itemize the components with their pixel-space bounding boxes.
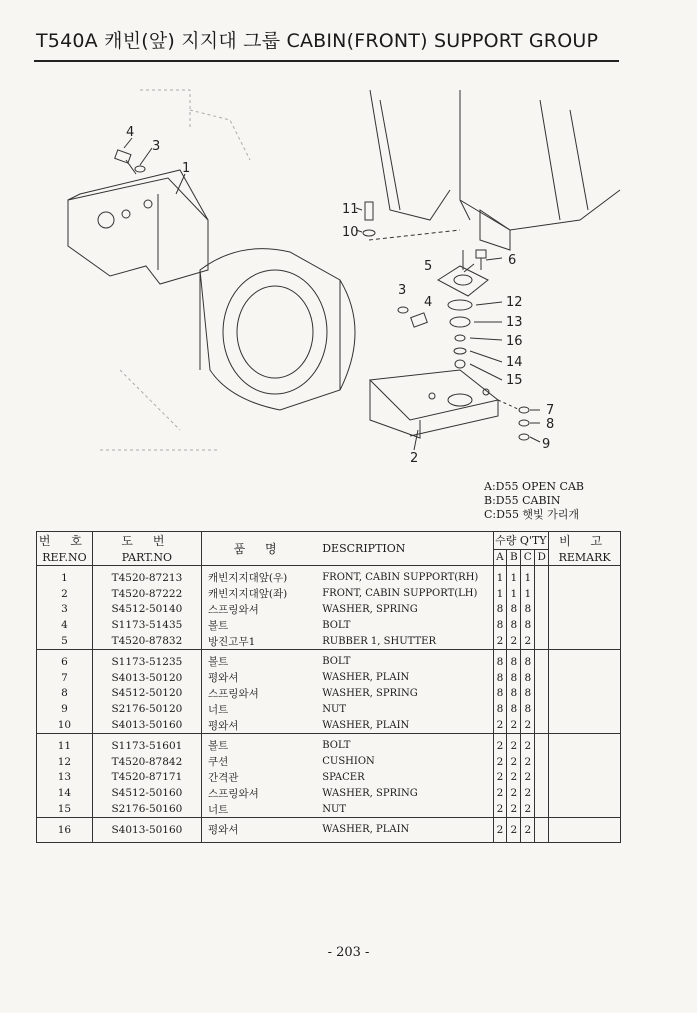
qty-c: 2 xyxy=(521,754,535,770)
part-no: S4013-50120 xyxy=(92,670,201,686)
header-refno-en: REF.NO xyxy=(37,549,93,566)
qty-b: 2 xyxy=(507,801,521,817)
part-no: T4520-87842 xyxy=(92,754,201,770)
desc-ko: 캐빈지지대앞(좌) xyxy=(208,588,288,601)
model-legend xyxy=(484,480,584,522)
table-row xyxy=(37,754,621,770)
desc-ko: 너트 xyxy=(208,703,229,716)
desc-ko: 방진고무1 xyxy=(208,635,256,648)
qty-a: 2 xyxy=(493,754,507,770)
desc-en: WASHER, PLAIN xyxy=(316,822,493,838)
ref-no: 8 xyxy=(37,686,93,702)
qty-c: 2 xyxy=(521,801,535,817)
right-support-bracket xyxy=(370,370,498,420)
remark xyxy=(549,617,621,633)
table-row xyxy=(37,822,621,838)
header-qty-a: A xyxy=(493,549,507,566)
qty-d xyxy=(535,717,549,733)
desc-en: WASHER, SPRING xyxy=(316,602,493,618)
qty-a: 1 xyxy=(493,570,507,586)
ref-no: 15 xyxy=(37,801,93,817)
table-row xyxy=(37,654,621,670)
part-no: S4013-50160 xyxy=(92,822,201,838)
remark xyxy=(549,654,621,670)
desc-ko: 평와셔 xyxy=(208,719,239,732)
callout-3-right: 3 xyxy=(398,283,407,298)
callout-2: 2 xyxy=(410,451,419,466)
desc-en: RUBBER 1, SHUTTER xyxy=(316,633,493,649)
title-underline xyxy=(34,60,619,62)
qty-d xyxy=(535,754,549,770)
qty-c: 2 xyxy=(521,633,535,649)
remark xyxy=(549,801,621,817)
desc-ko: 너트 xyxy=(208,803,229,816)
part-no: S1173-51601 xyxy=(92,738,201,754)
desc-ko: 쿠션 xyxy=(208,756,229,769)
qty-a: 2 xyxy=(493,801,507,817)
qty-b: 8 xyxy=(507,701,521,717)
callout-1: 1 xyxy=(182,161,191,176)
header-remark-en: REMARK xyxy=(549,549,621,566)
qty-d xyxy=(535,686,549,702)
qty-a: 8 xyxy=(493,602,507,618)
desc-en: WASHER, SPRING xyxy=(316,785,493,801)
desc-ko: 볼트 xyxy=(208,619,229,632)
qty-b: 2 xyxy=(507,822,521,838)
ref-no: 11 xyxy=(37,738,93,754)
qty-a: 2 xyxy=(493,717,507,733)
qty-a: 8 xyxy=(493,617,507,633)
qty-b: 8 xyxy=(507,686,521,702)
table-row xyxy=(37,586,621,602)
qty-b: 2 xyxy=(507,738,521,754)
table-row xyxy=(37,701,621,717)
part-no: T4520-87171 xyxy=(92,770,201,786)
desc-en: BOLT xyxy=(316,738,493,754)
remark xyxy=(549,701,621,717)
header-partno-en: PART.NO xyxy=(92,549,201,566)
ref-no: 3 xyxy=(37,602,93,618)
qty-a: 2 xyxy=(493,738,507,754)
qty-d xyxy=(535,586,549,602)
desc-en: BOLT xyxy=(316,617,493,633)
part-no: S4512-50160 xyxy=(92,785,201,801)
desc-en: BOLT xyxy=(316,654,493,670)
part-no: T4520-87213 xyxy=(92,570,201,586)
qty-a: 2 xyxy=(493,785,507,801)
qty-d xyxy=(535,570,549,586)
qty-b: 1 xyxy=(507,570,521,586)
callout-5: 5 xyxy=(424,259,433,274)
callout-8: 8 xyxy=(546,417,555,432)
qty-b: 2 xyxy=(507,754,521,770)
qty-c: 2 xyxy=(521,822,535,838)
qty-b: 8 xyxy=(507,617,521,633)
table-row xyxy=(37,633,621,649)
qty-d xyxy=(535,602,549,618)
remark xyxy=(549,717,621,733)
table-row xyxy=(37,801,621,817)
qty-a: 2 xyxy=(493,770,507,786)
desc-ko: 스프링와셔 xyxy=(208,787,259,800)
qty-d xyxy=(535,822,549,838)
table-row xyxy=(37,602,621,618)
table-row xyxy=(37,770,621,786)
desc-en: FRONT, CABIN SUPPORT(RH) xyxy=(316,570,493,586)
callout-6: 6 xyxy=(508,253,517,268)
legend-b: B:D55 CABIN xyxy=(484,494,561,507)
part-no: S1173-51435 xyxy=(92,617,201,633)
parts-table xyxy=(36,531,621,843)
qty-c: 8 xyxy=(521,654,535,670)
qty-a: 8 xyxy=(493,686,507,702)
ref-no: 12 xyxy=(37,754,93,770)
header-desc-en: DESCRIPTION xyxy=(316,532,493,566)
ref-no: 7 xyxy=(37,670,93,686)
table-header-row-1 xyxy=(37,532,621,550)
qty-d xyxy=(535,801,549,817)
header-qty-d: D xyxy=(535,549,549,566)
ref-no: 2 xyxy=(37,586,93,602)
qty-c: 1 xyxy=(521,586,535,602)
callout-11: 11 xyxy=(342,202,359,217)
qty-c: 8 xyxy=(521,602,535,618)
remark xyxy=(549,754,621,770)
callout-15: 15 xyxy=(506,373,523,388)
header-qty-c: C xyxy=(521,549,535,566)
ref-no: 1 xyxy=(37,570,93,586)
page-title: T540A 캐빈(앞) 지지대 그룹 CABIN(FRONT) SUPPORT GROUP xyxy=(36,30,599,52)
callout-14: 14 xyxy=(506,355,523,370)
qty-b: 8 xyxy=(507,602,521,618)
qty-d xyxy=(535,770,549,786)
qty-d xyxy=(535,785,549,801)
header-partno-ko: 도 번 xyxy=(92,532,201,550)
callout-3-left: 3 xyxy=(152,139,161,154)
part-no: S4013-50160 xyxy=(92,717,201,733)
qty-d xyxy=(535,654,549,670)
table-bottom xyxy=(37,838,621,843)
qty-b: 1 xyxy=(507,586,521,602)
qty-a: 8 xyxy=(493,670,507,686)
table-row xyxy=(37,785,621,801)
callout-9: 9 xyxy=(542,437,551,452)
qty-b: 2 xyxy=(507,770,521,786)
part-no: S4512-50120 xyxy=(92,686,201,702)
qty-c: 1 xyxy=(521,570,535,586)
qty-d xyxy=(535,701,549,717)
desc-en: FRONT, CABIN SUPPORT(LH) xyxy=(316,586,493,602)
qty-b: 2 xyxy=(507,717,521,733)
qty-d xyxy=(535,617,549,633)
qty-d xyxy=(535,633,549,649)
part-no: S2176-50160 xyxy=(92,801,201,817)
desc-ko: 볼트 xyxy=(208,740,229,753)
remark xyxy=(549,822,621,838)
legend-c: C:D55 햇빛 가리개 xyxy=(484,508,580,521)
qty-c: 2 xyxy=(521,738,535,754)
ref-no: 9 xyxy=(37,701,93,717)
remark xyxy=(549,738,621,754)
qty-b: 2 xyxy=(507,785,521,801)
qty-a: 8 xyxy=(493,654,507,670)
callout-12: 12 xyxy=(506,295,523,310)
desc-en: NUT xyxy=(316,801,493,817)
table-row xyxy=(37,570,621,586)
header-qty: 수량 Q'TY xyxy=(493,532,549,550)
callout-7: 7 xyxy=(546,403,555,418)
parts-table-body xyxy=(37,566,621,843)
remark xyxy=(549,633,621,649)
ref-no: 13 xyxy=(37,770,93,786)
ref-no: 4 xyxy=(37,617,93,633)
qty-c: 2 xyxy=(521,785,535,801)
ref-no: 5 xyxy=(37,633,93,649)
table-row xyxy=(37,670,621,686)
header-refno-ko: 번 호 xyxy=(37,532,93,550)
callout-13: 13 xyxy=(506,315,523,330)
remark xyxy=(549,602,621,618)
table-row xyxy=(37,738,621,754)
ref-no: 16 xyxy=(37,822,93,838)
header-qty-b: B xyxy=(507,549,521,566)
qty-a: 2 xyxy=(493,633,507,649)
qty-c: 8 xyxy=(521,617,535,633)
callout-4-right: 4 xyxy=(424,295,433,310)
page-number: - 203 - xyxy=(327,945,370,960)
part-no: T4520-87222 xyxy=(92,586,201,602)
table-row xyxy=(37,717,621,733)
callout-4-left: 4 xyxy=(126,125,135,140)
qty-a: 8 xyxy=(493,701,507,717)
callout-10: 10 xyxy=(342,225,359,240)
exploded-parts-diagram xyxy=(40,70,630,470)
qty-b: 2 xyxy=(507,633,521,649)
qty-c: 2 xyxy=(521,770,535,786)
part-no: T4520-87832 xyxy=(92,633,201,649)
ref-no: 10 xyxy=(37,717,93,733)
desc-en: WASHER, PLAIN xyxy=(316,717,493,733)
desc-ko: 평와셔 xyxy=(208,824,239,837)
header-remark-ko: 비 고 xyxy=(549,532,621,550)
desc-ko: 볼트 xyxy=(208,656,229,669)
qty-c: 2 xyxy=(521,717,535,733)
desc-ko: 간격관 xyxy=(208,771,239,784)
qty-b: 8 xyxy=(507,654,521,670)
qty-c: 8 xyxy=(521,670,535,686)
qty-a: 2 xyxy=(493,822,507,838)
legend-a: A:D55 OPEN CAB xyxy=(484,480,584,493)
table-row xyxy=(37,686,621,702)
qty-b: 8 xyxy=(507,670,521,686)
desc-ko: 스프링와셔 xyxy=(208,687,259,700)
desc-en: WASHER, SPRING xyxy=(316,686,493,702)
desc-ko: 평와셔 xyxy=(208,672,239,685)
qty-d xyxy=(535,738,549,754)
desc-en: CUSHION xyxy=(316,754,493,770)
remark xyxy=(549,770,621,786)
part-no: S1173-51235 xyxy=(92,654,201,670)
remark xyxy=(549,785,621,801)
callout-16: 16 xyxy=(506,334,523,349)
desc-en: SPACER xyxy=(316,770,493,786)
desc-ko: 스프링와셔 xyxy=(208,603,259,616)
left-support-bracket xyxy=(68,178,208,284)
qty-a: 1 xyxy=(493,586,507,602)
table-row xyxy=(37,617,621,633)
desc-en: WASHER, PLAIN xyxy=(316,670,493,686)
qty-c: 8 xyxy=(521,701,535,717)
desc-en: NUT xyxy=(316,701,493,717)
remark xyxy=(549,670,621,686)
remark xyxy=(549,686,621,702)
ref-no: 14 xyxy=(37,785,93,801)
qty-d xyxy=(535,670,549,686)
ref-no: 6 xyxy=(37,654,93,670)
header-desc-ko: 품 명 xyxy=(202,532,317,566)
desc-ko: 캐빈지지대앞(우) xyxy=(208,572,288,585)
remark xyxy=(549,586,621,602)
part-no: S2176-50120 xyxy=(92,701,201,717)
qty-c: 8 xyxy=(521,686,535,702)
part-no: S4512-50140 xyxy=(92,602,201,618)
remark xyxy=(549,570,621,586)
